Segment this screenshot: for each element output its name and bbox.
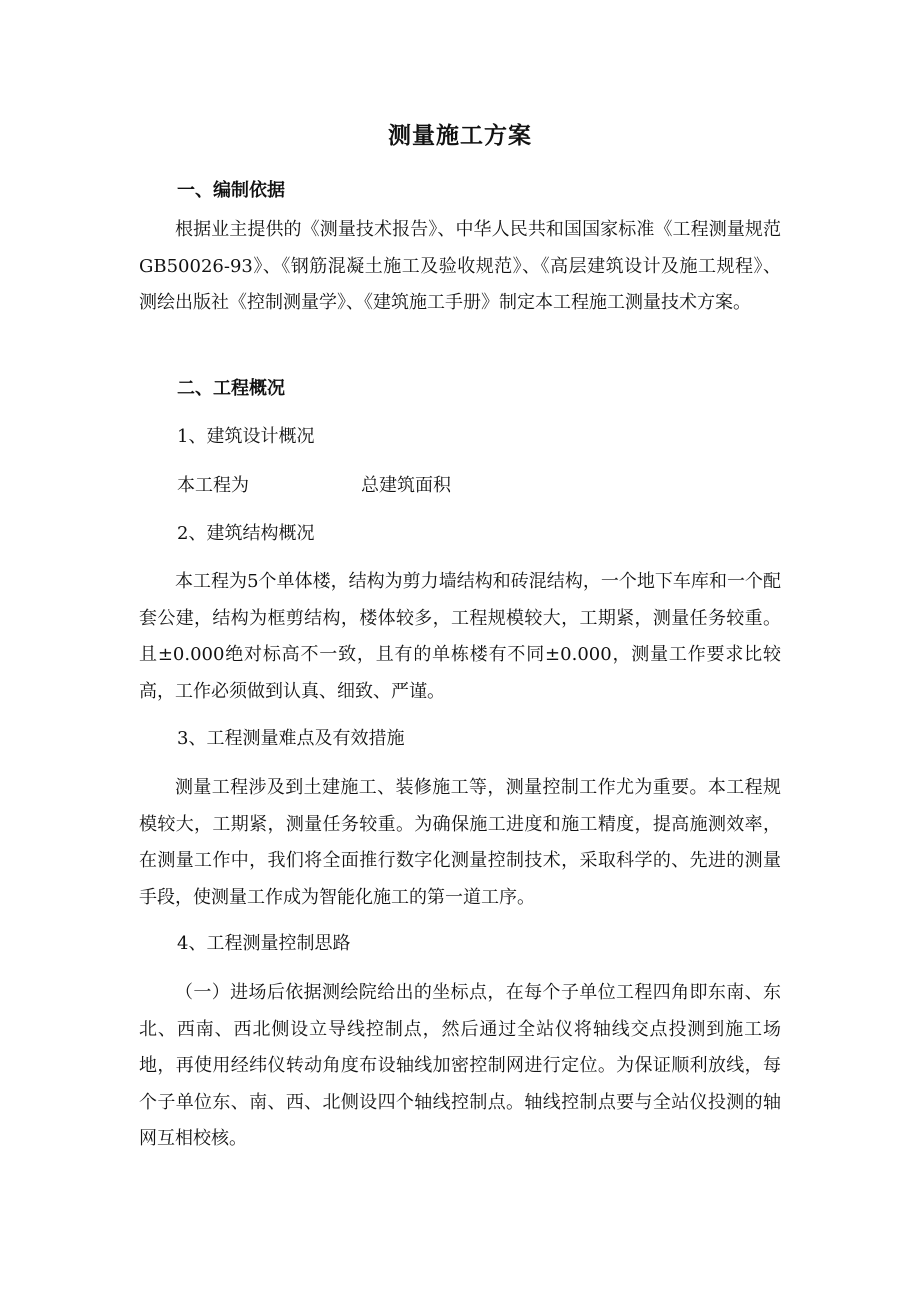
total-area-label: 总建筑面积 (361, 475, 451, 496)
subheading-design-overview: 1、建筑设计概况 (177, 426, 315, 447)
section-heading-basis: 一、编制依据 (177, 180, 285, 201)
project-info-row (177, 471, 451, 501)
subheading-structure-overview: 2、建筑结构概况 (177, 523, 315, 544)
subheading-difficulties: 3、工程测量难点及有效措施 (177, 728, 405, 749)
paragraph-basis: 根据业主提供的《测量技术报告》、中华人民共和国国家标准《工程测量规范GB50026-93》、《钢筋混凝土施工及验收规范》、《高层建筑设计及施工规程》、测绘出版社《控制测量学》、《建筑施工手册》制定本工程施工测量技术方案。 (139, 219, 781, 313)
paragraph-difficulties: 测量工程涉及到土建施工、装修施工等，测量控制工作尤为重要。本工程规模较大，工期紧，测量任务较重。为确保施工进度和施工精度，提高施测效率，在测量工作中，我们将全面推行数字化测量控制技术，采取科学的、先进的测量手段，使测量工作成为智能化施工的第一道工序。 (139, 777, 781, 908)
subheading-control-approach: 4、工程测量控制思路 (177, 933, 351, 954)
section-heading-overview: 二、工程概况 (177, 378, 285, 399)
document-title: 测量施工方案 (388, 122, 532, 149)
project-label: 本工程为 (177, 475, 249, 496)
paragraph-structure: 本工程为5个单体楼，结构为剪力墙结构和砖混结构，一个地下车库和一个配套公建，结构为框剪结构，楼体较多，工程规模较大，工期紧，测量任务较重。且±0.000绝对标高不一致，且有的单栋楼有不同±0.000，测量工作要求比较高，工作必须做到认真、细致、严谨。 (139, 571, 781, 702)
paragraph-control-approach: （一）进场后依据测绘院给出的坐标点，在每个子单位工程四角即东南、东北、西南、西北侧设立导线控制点，然后通过全站仪将轴线交点投测到施工场地，再使用经纬仪转动角度布设轴线加密控制网进行定位。为保证顺利放线，每个子单位东、南、西、北侧设四个轴线控制点。轴线控制点要与全站仪投测的轴网互相校核。 (139, 982, 781, 1149)
